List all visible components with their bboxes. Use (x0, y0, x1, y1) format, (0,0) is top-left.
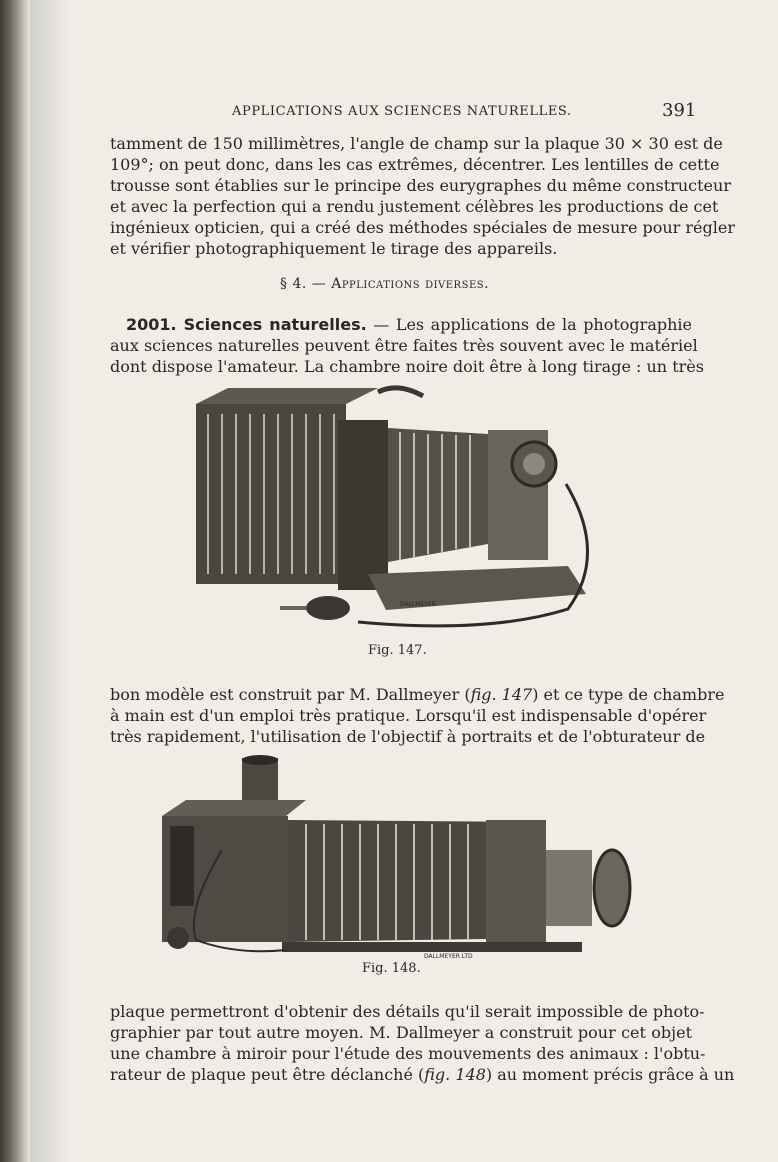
viewing-hood-top (242, 755, 278, 765)
camera-base (282, 942, 582, 952)
figure-148-caption: Fig. 148. (362, 961, 421, 976)
figure-148-camera-illustration (156, 750, 636, 962)
text-line (110, 314, 692, 335)
front-box (486, 820, 546, 944)
lens-barrel (546, 850, 592, 926)
text-line: graphier par tout autre moyen. M. Dallmeyer a construit pour cet objet (110, 1023, 692, 1042)
text-span: — Les applications de la photographie (366, 315, 692, 334)
paragraph-chambre-a-miroir (110, 1001, 735, 1085)
shutter-bulb (306, 596, 350, 620)
paragraph-sciences-naturelles (110, 314, 704, 377)
text-line (110, 684, 725, 705)
text-span: ) au moment précis grâce à un (485, 1065, 735, 1084)
text-line: à main est d'un emploi très pratique. Lorsqu'il est indispensable d'opérer (110, 706, 707, 725)
lens-front (594, 850, 630, 926)
text-span: bon modèle est construit par M. Dallmeyer ( (110, 685, 471, 704)
text-line: trousse sont établies sur le principe des eurygraphes du même constructeur (110, 176, 731, 195)
text-line: et vérifier photographiquement le tirage des appareils. (110, 239, 558, 258)
page-number: 391 (662, 100, 697, 121)
figure-147-caption: Fig. 147. (368, 643, 427, 658)
paragraph-dallmeyer (110, 684, 725, 747)
maker-label: DALLMEYER. (400, 601, 438, 608)
section-heading (280, 276, 489, 292)
paragraph-continued (110, 133, 735, 259)
text-line: très rapidement, l'utilisation de l'objectif à portraits et de l'obturateur de (110, 727, 706, 746)
side-panel (170, 826, 194, 906)
article-title: 2001. Sciences naturelles. (126, 315, 367, 334)
text-line: et avec la perfection qui a rendu justement célèbres les productions de cet (110, 197, 719, 216)
camera-rear-body (196, 404, 346, 584)
text-line: tamment de 150 millimètres, l'angle de champ sur la plaque 30 × 30 est de (110, 134, 723, 153)
figure-147-camera-illustration (188, 384, 608, 634)
text-line: dont dispose l'amateur. La chambre noire doit être à long tirage : un très (110, 357, 704, 376)
text-line: 109°; on peut donc, dans les cas extrêmes, décentrer. Les lentilles de cette (110, 155, 720, 174)
section-symbol: § 4. — (280, 276, 332, 292)
figure-reference: fig. 147 (470, 685, 533, 704)
text-line: ingénieux opticien, qui a créé des méthodes spéciales de mesure pour régler (110, 218, 735, 237)
maker-label: DALLMEYER LTD (424, 953, 473, 960)
camera-top-face (196, 388, 378, 404)
figure-reference: fig. 148 (424, 1065, 486, 1084)
shutter-bulb (167, 927, 189, 949)
text-line (110, 1064, 735, 1085)
section-title: Applications diverses. (331, 276, 490, 292)
running-head: APPLICATIONS AUX SCIENCES NATURELLES. (232, 104, 572, 119)
lens-glass (523, 453, 545, 475)
text-line: plaque permettront d'obtenir des détails qu'il serait impossible de photo- (110, 1002, 705, 1021)
carry-handle (378, 388, 423, 396)
camera-top (162, 800, 306, 816)
text-line: une chambre à miroir pour l'étude des mouvements des animaux : l'obtu- (110, 1044, 706, 1063)
text-span: ) et ce type de chambre (532, 685, 725, 704)
text-line: aux sciences naturelles peuvent être faites très souvent avec le matériel (110, 336, 698, 355)
camera-frame (338, 420, 388, 590)
front-bellows (388, 428, 488, 562)
text-span: rateur de plaque peut être déclanché ( (110, 1065, 425, 1084)
